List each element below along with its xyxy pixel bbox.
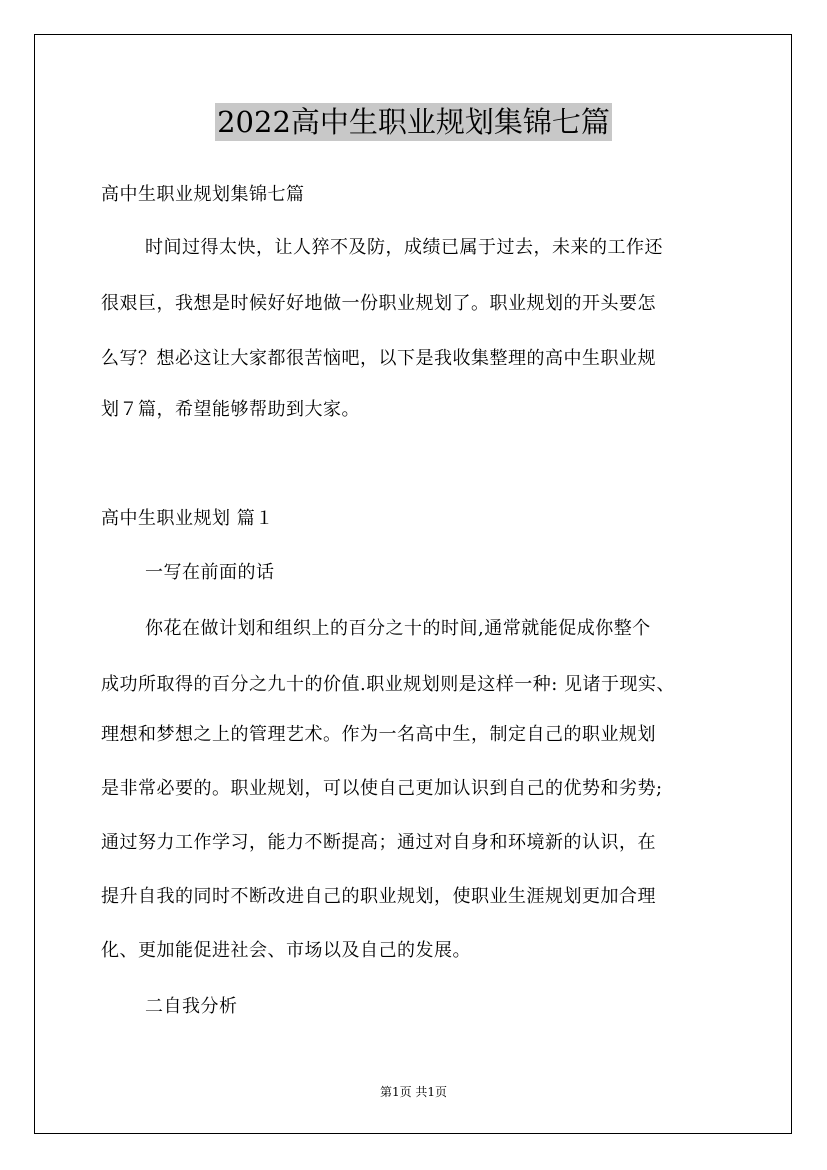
section-heading: 高中生职业规划 篇１ — [101, 508, 274, 529]
body-line-1: 你花在做计划和组织上的百分之十的时间,通常就能促成你整个 — [145, 618, 651, 639]
intro-line-1: 时间过得太快，让人猝不及防，成绩已属于过去，未来的工作还 — [145, 237, 663, 258]
part-one-heading: 一写在前面的话 — [145, 562, 275, 583]
body-line-2: 成功所取得的百分之九十的价值.职业规划则是这样一种: 见诸于现实、 — [101, 674, 676, 695]
intro-line-2: 很艰巨，我想是时候好好地做一份职业规划了。职业规划的开头要怎 — [101, 293, 656, 314]
document-title: 2022高中生职业规划集锦七篇 — [217, 105, 610, 139]
document-title-container — [0, 103, 827, 141]
intro-line-3: 么写？想必这让大家都很苦恼吧，以下是我收集整理的高中生职业规 — [101, 348, 656, 369]
body-line-6: 提升自我的同时不断改进自己的职业规划，使职业生涯规划更加合理 — [101, 886, 656, 907]
body-line-3: 理想和梦想之上的管理艺术。作为一名高中生，制定自己的职业规划 — [101, 724, 656, 745]
body-line-5: 通过努力工作学习，能力不断提高；通过对自身和环境新的认识，在 — [101, 832, 656, 853]
body-line-4: 是非常必要的。职业规划，可以使自己更加认识到自己的优势和劣势; — [101, 778, 663, 799]
intro-line-4: 划７篇，希望能够帮助到大家。 — [101, 399, 360, 420]
page-footer: 第1页 共1页 — [379, 1085, 448, 1099]
body-line-7: 化、更加能促进社会、市场以及自己的发展。 — [101, 940, 471, 961]
document-subtitle: 高中生职业规划集锦七篇 — [101, 184, 305, 205]
part-two-heading: 二自我分析 — [145, 996, 238, 1017]
